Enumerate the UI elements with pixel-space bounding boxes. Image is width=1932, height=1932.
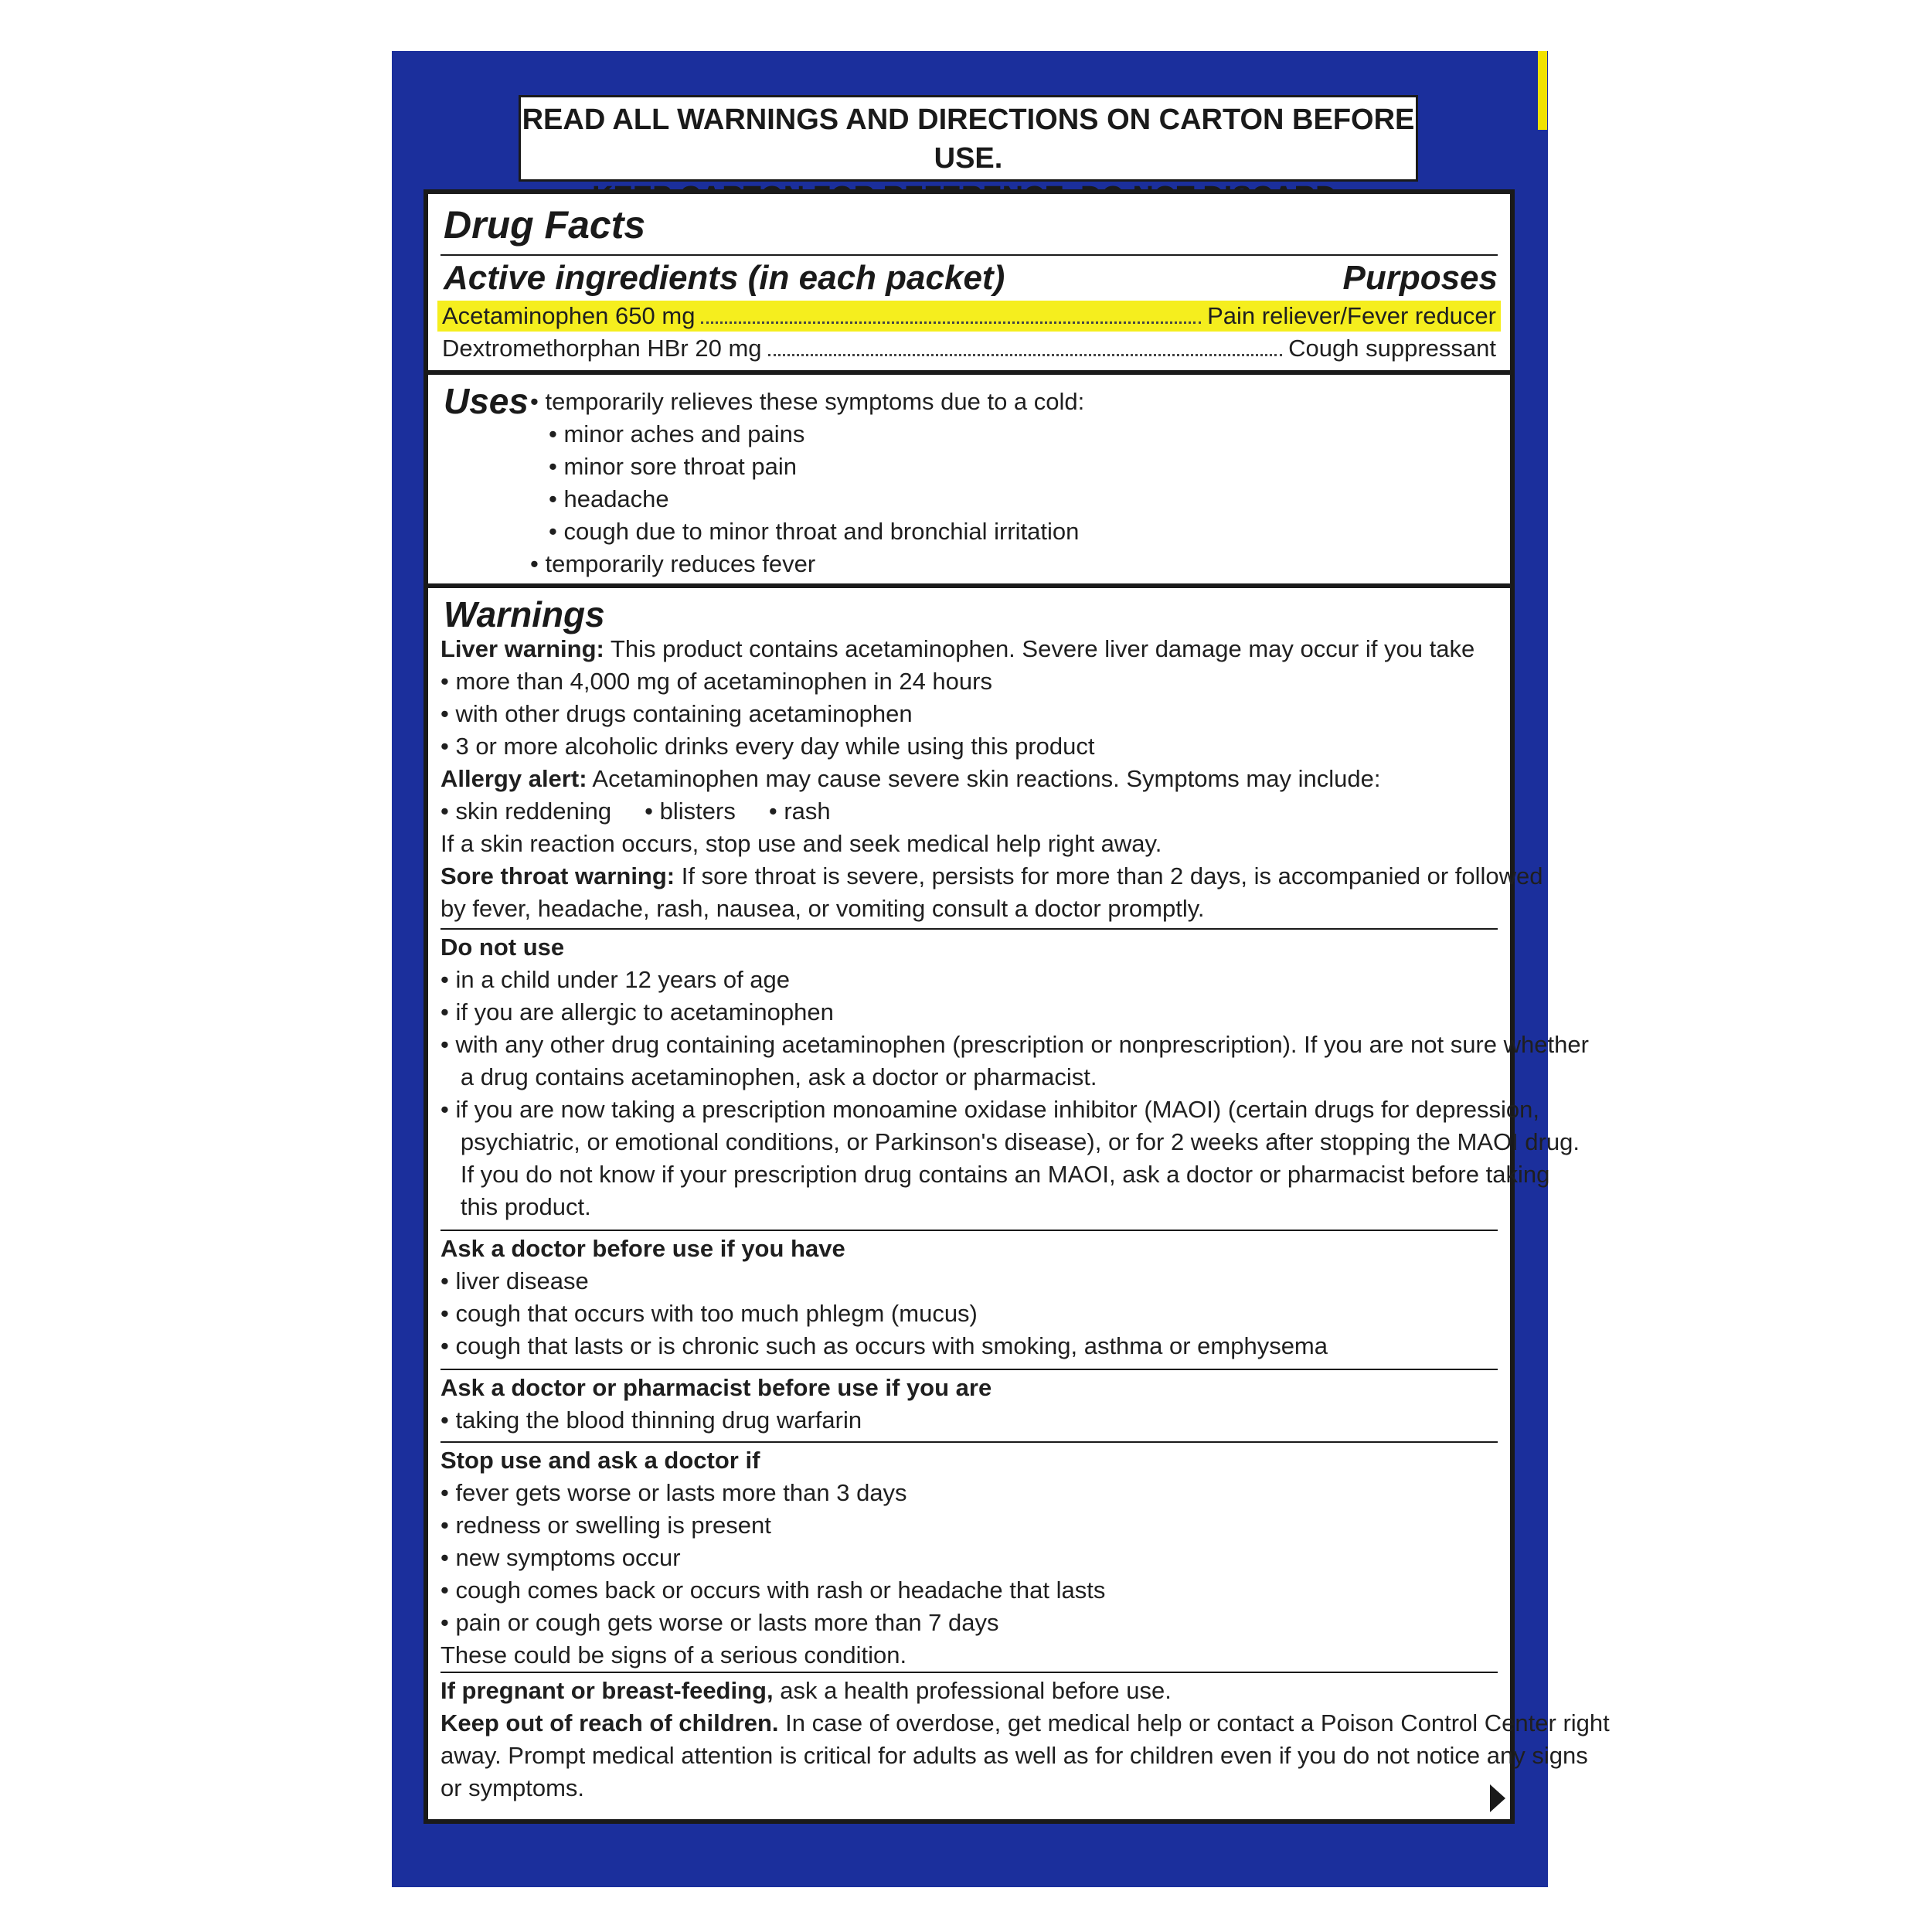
pregnant-warning <box>440 1675 1610 1707</box>
sore-throat-warning <box>440 860 1543 893</box>
keep-out-label: Keep out of reach of children. <box>440 1709 779 1736</box>
yellow-edge-tab <box>1538 51 1547 130</box>
uses-subitem: • minor sore throat pain <box>549 453 798 480</box>
sore-throat-text: If sore throat is severe, persists for more than 2 days, is accompanied or followed <box>675 862 1543 889</box>
ask-doctor-item: • liver disease <box>440 1267 589 1294</box>
active-ingredients-heading: Active ingredients (in each packet) <box>444 259 1005 297</box>
keep-out-warning <box>440 1707 1610 1740</box>
divider <box>440 1230 1498 1231</box>
warnings-title: Warnings <box>444 594 605 634</box>
stop-use-item: • new symptoms occur <box>440 1544 681 1571</box>
purposes-heading: Purposes <box>1342 259 1498 297</box>
divider <box>440 928 1498 930</box>
ask-doctor-item: • cough that occurs with too much phlegm (mucus) <box>440 1300 978 1327</box>
uses-title: Uses <box>444 381 529 421</box>
allergy-alert-text: Acetaminophen may cause severe skin reactions. Symptoms may include: <box>587 765 1381 792</box>
uses-subitem: • headache <box>549 485 669 512</box>
liver-warning-text: This product contains acetaminophen. Severe liver damage may occur if you take <box>604 635 1475 662</box>
divider <box>440 1672 1498 1673</box>
ask-pharmacist-item: • taking the blood thinning drug warfarin <box>440 1406 862 1434</box>
pregnant-label: If pregnant or breast-feeding, <box>440 1677 774 1704</box>
ingredient-purpose: Pain reliever/Fever reducer <box>1207 302 1496 329</box>
liver-warning <box>440 633 1543 665</box>
warnings-text <box>440 633 1543 925</box>
stop-use-item: • redness or swelling is present <box>440 1512 771 1539</box>
allergy-alert <box>440 763 1543 795</box>
final-section <box>440 1675 1610 1804</box>
sore-throat-text-2: by fever, headache, rash, nausea, or vomiting consult a doctor promptly. <box>440 895 1205 922</box>
drug-facts-title: Drug Facts <box>444 203 646 247</box>
stop-use-note: These could be signs of a serious condition. <box>440 1641 907 1668</box>
do-not-use-item: • if you are allergic to acetaminophen <box>440 998 834 1026</box>
do-not-use-item: a drug contains acetaminophen, ask a doctor or pharmacist. <box>440 1063 1097 1090</box>
do-not-use-section <box>440 931 1589 1223</box>
dot-leader <box>701 321 1201 324</box>
section-divider <box>428 583 1510 588</box>
ask-doctor-section <box>440 1233 1328 1362</box>
liver-warning-label: Liver warning: <box>440 635 604 662</box>
pregnant-text: ask a health professional before use. <box>773 1677 1172 1704</box>
allergy-after: If a skin reaction occurs, stop use and seek medical help right away. <box>440 830 1162 857</box>
do-not-use-item: psychiatric, or emotional conditions, or Parkinson's disease), or for 2 weeks after stopping the MAOI drug. <box>440 1128 1580 1155</box>
ask-doctor-heading: Ask a doctor before use if you have <box>440 1235 845 1262</box>
warning-banner <box>519 95 1418 182</box>
ask-pharmacist-section <box>440 1372 992 1437</box>
banner-line-1: READ ALL WARNINGS AND DIRECTIONS ON CARTON BEFORE USE. <box>522 104 1415 175</box>
do-not-use-heading: Do not use <box>440 934 565 961</box>
dot-leader <box>768 354 1283 356</box>
uses-subitem: • minor aches and pains <box>549 420 805 447</box>
uses-list <box>530 386 1084 580</box>
ask-doctor-item: • cough that lasts or is chronic such as occurs with smoking, asthma or emphysema <box>440 1332 1328 1359</box>
uses-item: • temporarily reduces fever <box>530 550 816 577</box>
ingredient-row <box>437 301 1501 332</box>
drug-facts-panel <box>423 189 1610 1824</box>
stop-use-item: • fever gets worse or lasts more than 3 days <box>440 1479 907 1506</box>
do-not-use-item: • if you are now taking a prescription monoamine oxidase inhibitor (MAOI) (certain drugs for depression, <box>440 1096 1540 1123</box>
continue-arrow-icon <box>1490 1784 1505 1812</box>
allergy-alert-label: Allergy alert: <box>440 765 587 792</box>
divider <box>440 1441 1498 1443</box>
liver-item: • more than 4,000 mg of acetaminophen in 24 hours <box>440 668 992 695</box>
liver-item: • with other drugs containing acetaminophen <box>440 700 913 727</box>
do-not-use-item: • with any other drug containing acetaminophen (prescription or nonprescription). If you are not sure whether <box>440 1031 1589 1058</box>
keep-out-text-3: or symptoms. <box>440 1774 585 1801</box>
sore-throat-label: Sore throat warning: <box>440 862 675 889</box>
do-not-use-item: • in a child under 12 years of age <box>440 966 791 993</box>
stop-use-item: • pain or cough gets worse or lasts more than 7 days <box>440 1609 999 1636</box>
divider <box>440 254 1498 256</box>
ingredient-row <box>437 333 1501 364</box>
do-not-use-item: If you do not know if your prescription drug contains an MAOI, ask a doctor or pharmacist before taking <box>440 1161 1550 1188</box>
uses-item: • temporarily relieves these symptoms due to a cold: <box>530 388 1085 415</box>
do-not-use-item: this product. <box>440 1193 591 1220</box>
keep-out-text-2: away. Prompt medical attention is critical for adults as well as for children even if you do not notice any signs <box>440 1742 1588 1769</box>
allergy-items: • skin reddening • blisters • rash <box>440 798 831 825</box>
liver-item: • 3 or more alcoholic drinks every day while using this product <box>440 733 1095 760</box>
stop-use-item: • cough comes back or occurs with rash or headache that lasts <box>440 1577 1106 1604</box>
stop-use-section <box>440 1444 1105 1672</box>
ingredient-purpose: Cough suppressant <box>1288 335 1496 362</box>
section-divider <box>428 370 1510 375</box>
ask-pharmacist-heading: Ask a doctor or pharmacist before use if you are <box>440 1374 992 1401</box>
keep-out-text: In case of overdose, get medical help or contact a Poison Control Center right <box>778 1709 1610 1736</box>
divider <box>440 1369 1498 1370</box>
uses-subitem: • cough due to minor throat and bronchial irritation <box>549 518 1080 545</box>
stop-use-heading: Stop use and ask a doctor if <box>440 1447 760 1474</box>
ingredient-name: Acetaminophen 650 mg <box>442 302 696 329</box>
ingredient-name: Dextromethorphan HBr 20 mg <box>442 335 762 362</box>
